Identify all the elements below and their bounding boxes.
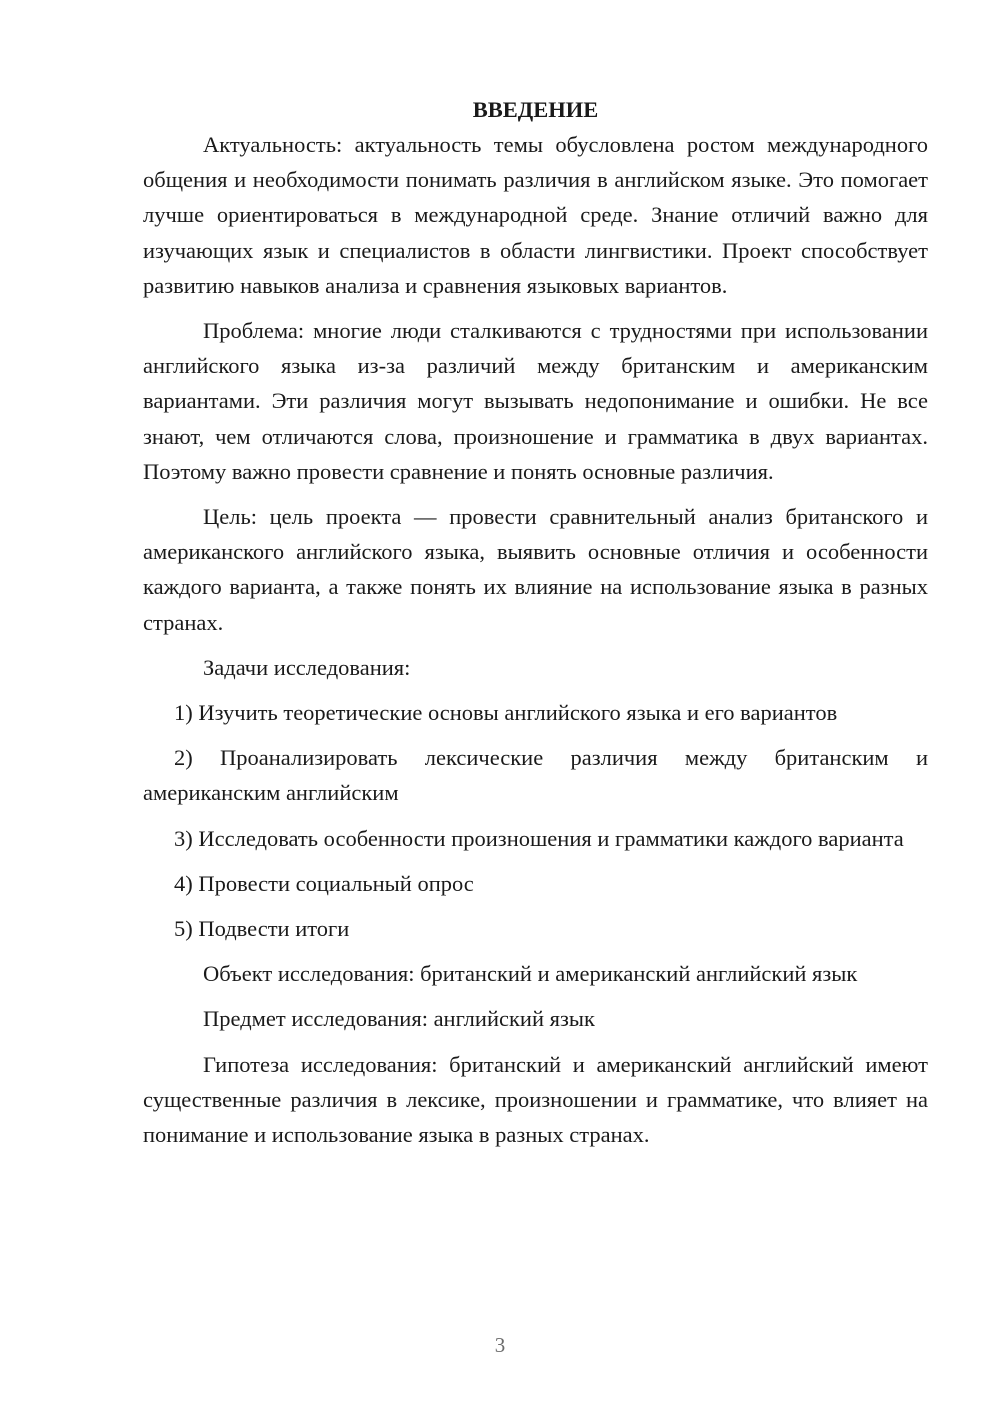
paragraph-problem: Проблема: многие люди сталкиваются с трудностями при использовании английского языка из-за различий между британским и американским вариантами. Эти различия могут вызывать недопонимание и ошибки. Не все знают, чем отличаются слова, произношение и грамматика в двух вариантах. Поэтому важно провести сравнение и понять основные различия.: [143, 318, 928, 484]
page-number: 3: [494, 1333, 506, 1357]
task-item-2: 2) Проанализировать лексические различия между британским и американским английским: [143, 745, 928, 806]
research-hypothesis: Гипотеза исследования: британский и американский английский имеют существенные различия в лексике, произношении и грамматике, что влияет на понимание и использование языка в разных странах.: [143, 1051, 928, 1148]
document-page: [143, 92, 928, 1152]
task-item-4: 4) Провести социальный опрос: [174, 870, 474, 896]
research-subject: Предмет исследования: английский язык: [203, 1006, 595, 1032]
paragraph-goal: Цель: цель проекта — провести сравнительный анализ британского и американского английского языка, выявить основные отличия и особенности каждого варианта, а также понять их влияние на использование языка в разных странах.: [143, 504, 928, 635]
task-item-3: 3) Исследовать особенности произношения и грамматики каждого варианта: [174, 825, 904, 851]
tasks-title: Задачи исследования:: [203, 654, 411, 680]
section-heading: ВВЕДЕНИЕ: [472, 97, 599, 122]
research-object: Объект исследования: британский и американский английский язык: [203, 961, 858, 987]
task-item-5: 5) Подвести итоги: [174, 916, 350, 942]
paragraph-relevance: Актуальность: актуальность темы обусловлена ростом международного общения и необходимости понимать различия в английском языке. Это помогает лучше ориентироваться в международной среде. Знание отличий важно для изучающих язык и специалистов в области лингвистики. Проект способствует развитию навыков анализа и сравнения языковых вариантов.: [143, 132, 928, 298]
task-item-1: 1) Изучить теоретические основы английского языка и его вариантов: [174, 700, 838, 726]
